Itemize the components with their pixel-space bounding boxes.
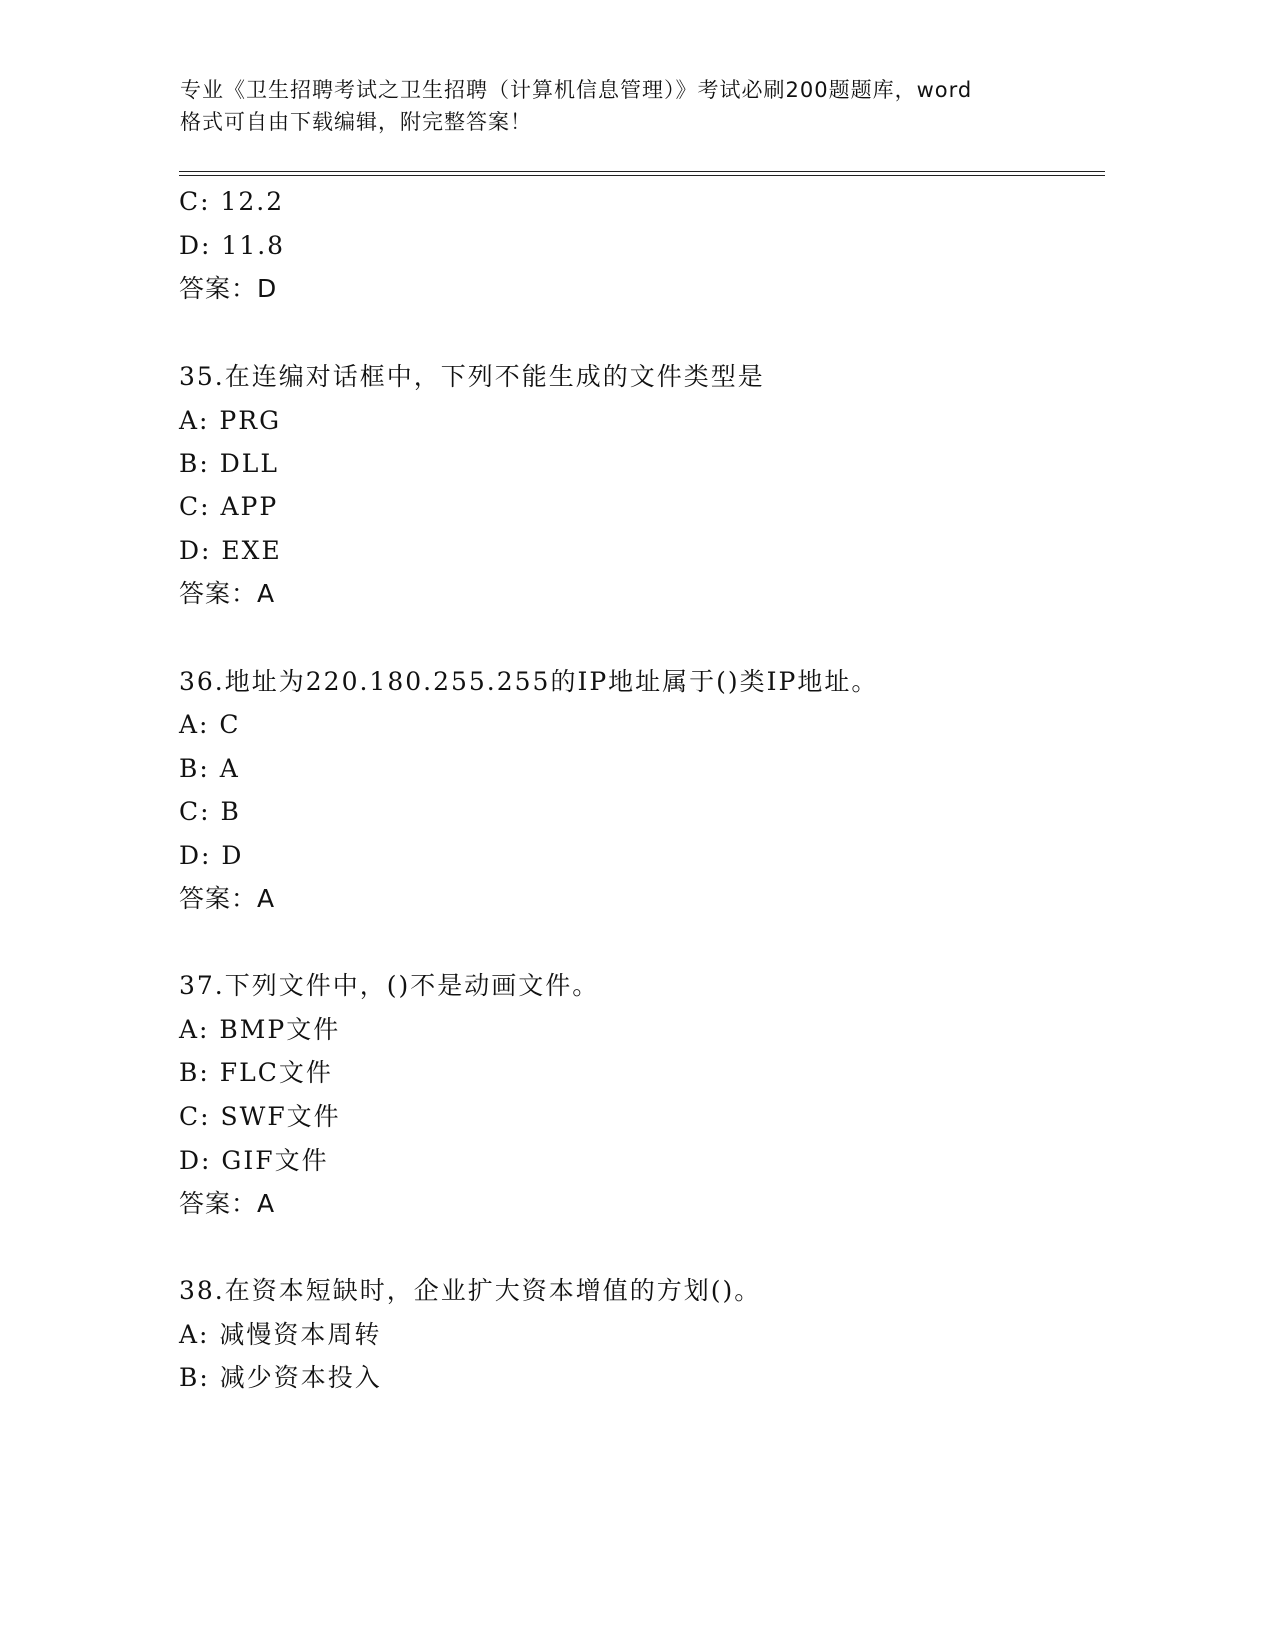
question-38-stem: 38.在资本短缺时，企业扩大资本增值的方划()。 [179, 1276, 762, 1305]
question-36-option-b: B: A [179, 754, 240, 783]
header-line-2: 格式可自由下载编辑，附完整答案！ [180, 110, 532, 134]
answer-prev: 答案：D [179, 274, 278, 303]
question-38-option-a: A: 减慢资本周转 [179, 1320, 382, 1349]
question-37-option-d: D: GIF文件 [179, 1146, 329, 1175]
option-c-prev: C: 12.2 [179, 187, 285, 216]
question-37-option-b: B: FLC文件 [179, 1058, 333, 1087]
question-38-option-b: B: 减少资本投入 [179, 1363, 382, 1392]
question-36-option-d: D: D [179, 841, 244, 870]
header-divider-top [179, 171, 1105, 172]
question-37-stem: 37.下列文件中，()不是动画文件。 [179, 971, 600, 1000]
question-35-option-a: A: PRG [179, 406, 282, 435]
question-36-option-c: C: B [179, 797, 241, 826]
header-divider-bottom [179, 175, 1105, 176]
question-35-option-c: C: APP [179, 492, 279, 521]
question-37-option-c: C: SWF文件 [179, 1102, 341, 1131]
option-d-prev: D: 11.8 [179, 231, 286, 260]
header-line-1: 专业《卫生招聘考试之卫生招聘（计算机信息管理）》考试必刷200题题库，word [180, 78, 973, 102]
question-35-option-b: B: DLL [179, 449, 279, 478]
question-37-option-a: A: BMP文件 [179, 1015, 341, 1044]
question-35-stem: 35.在连编对话框中，下列不能生成的文件类型是 [179, 362, 765, 391]
document-header [180, 74, 1080, 138]
question-37-answer: 答案：A [179, 1189, 276, 1218]
question-35-option-d: D: EXE [179, 536, 282, 565]
question-36-stem: 36.地址为220.180.255.255的IP地址属于()类IP地址。 [179, 667, 879, 696]
question-36-answer: 答案：A [179, 884, 276, 913]
question-36-option-a: A: C [179, 710, 241, 739]
question-35-answer: 答案：A [179, 579, 276, 608]
